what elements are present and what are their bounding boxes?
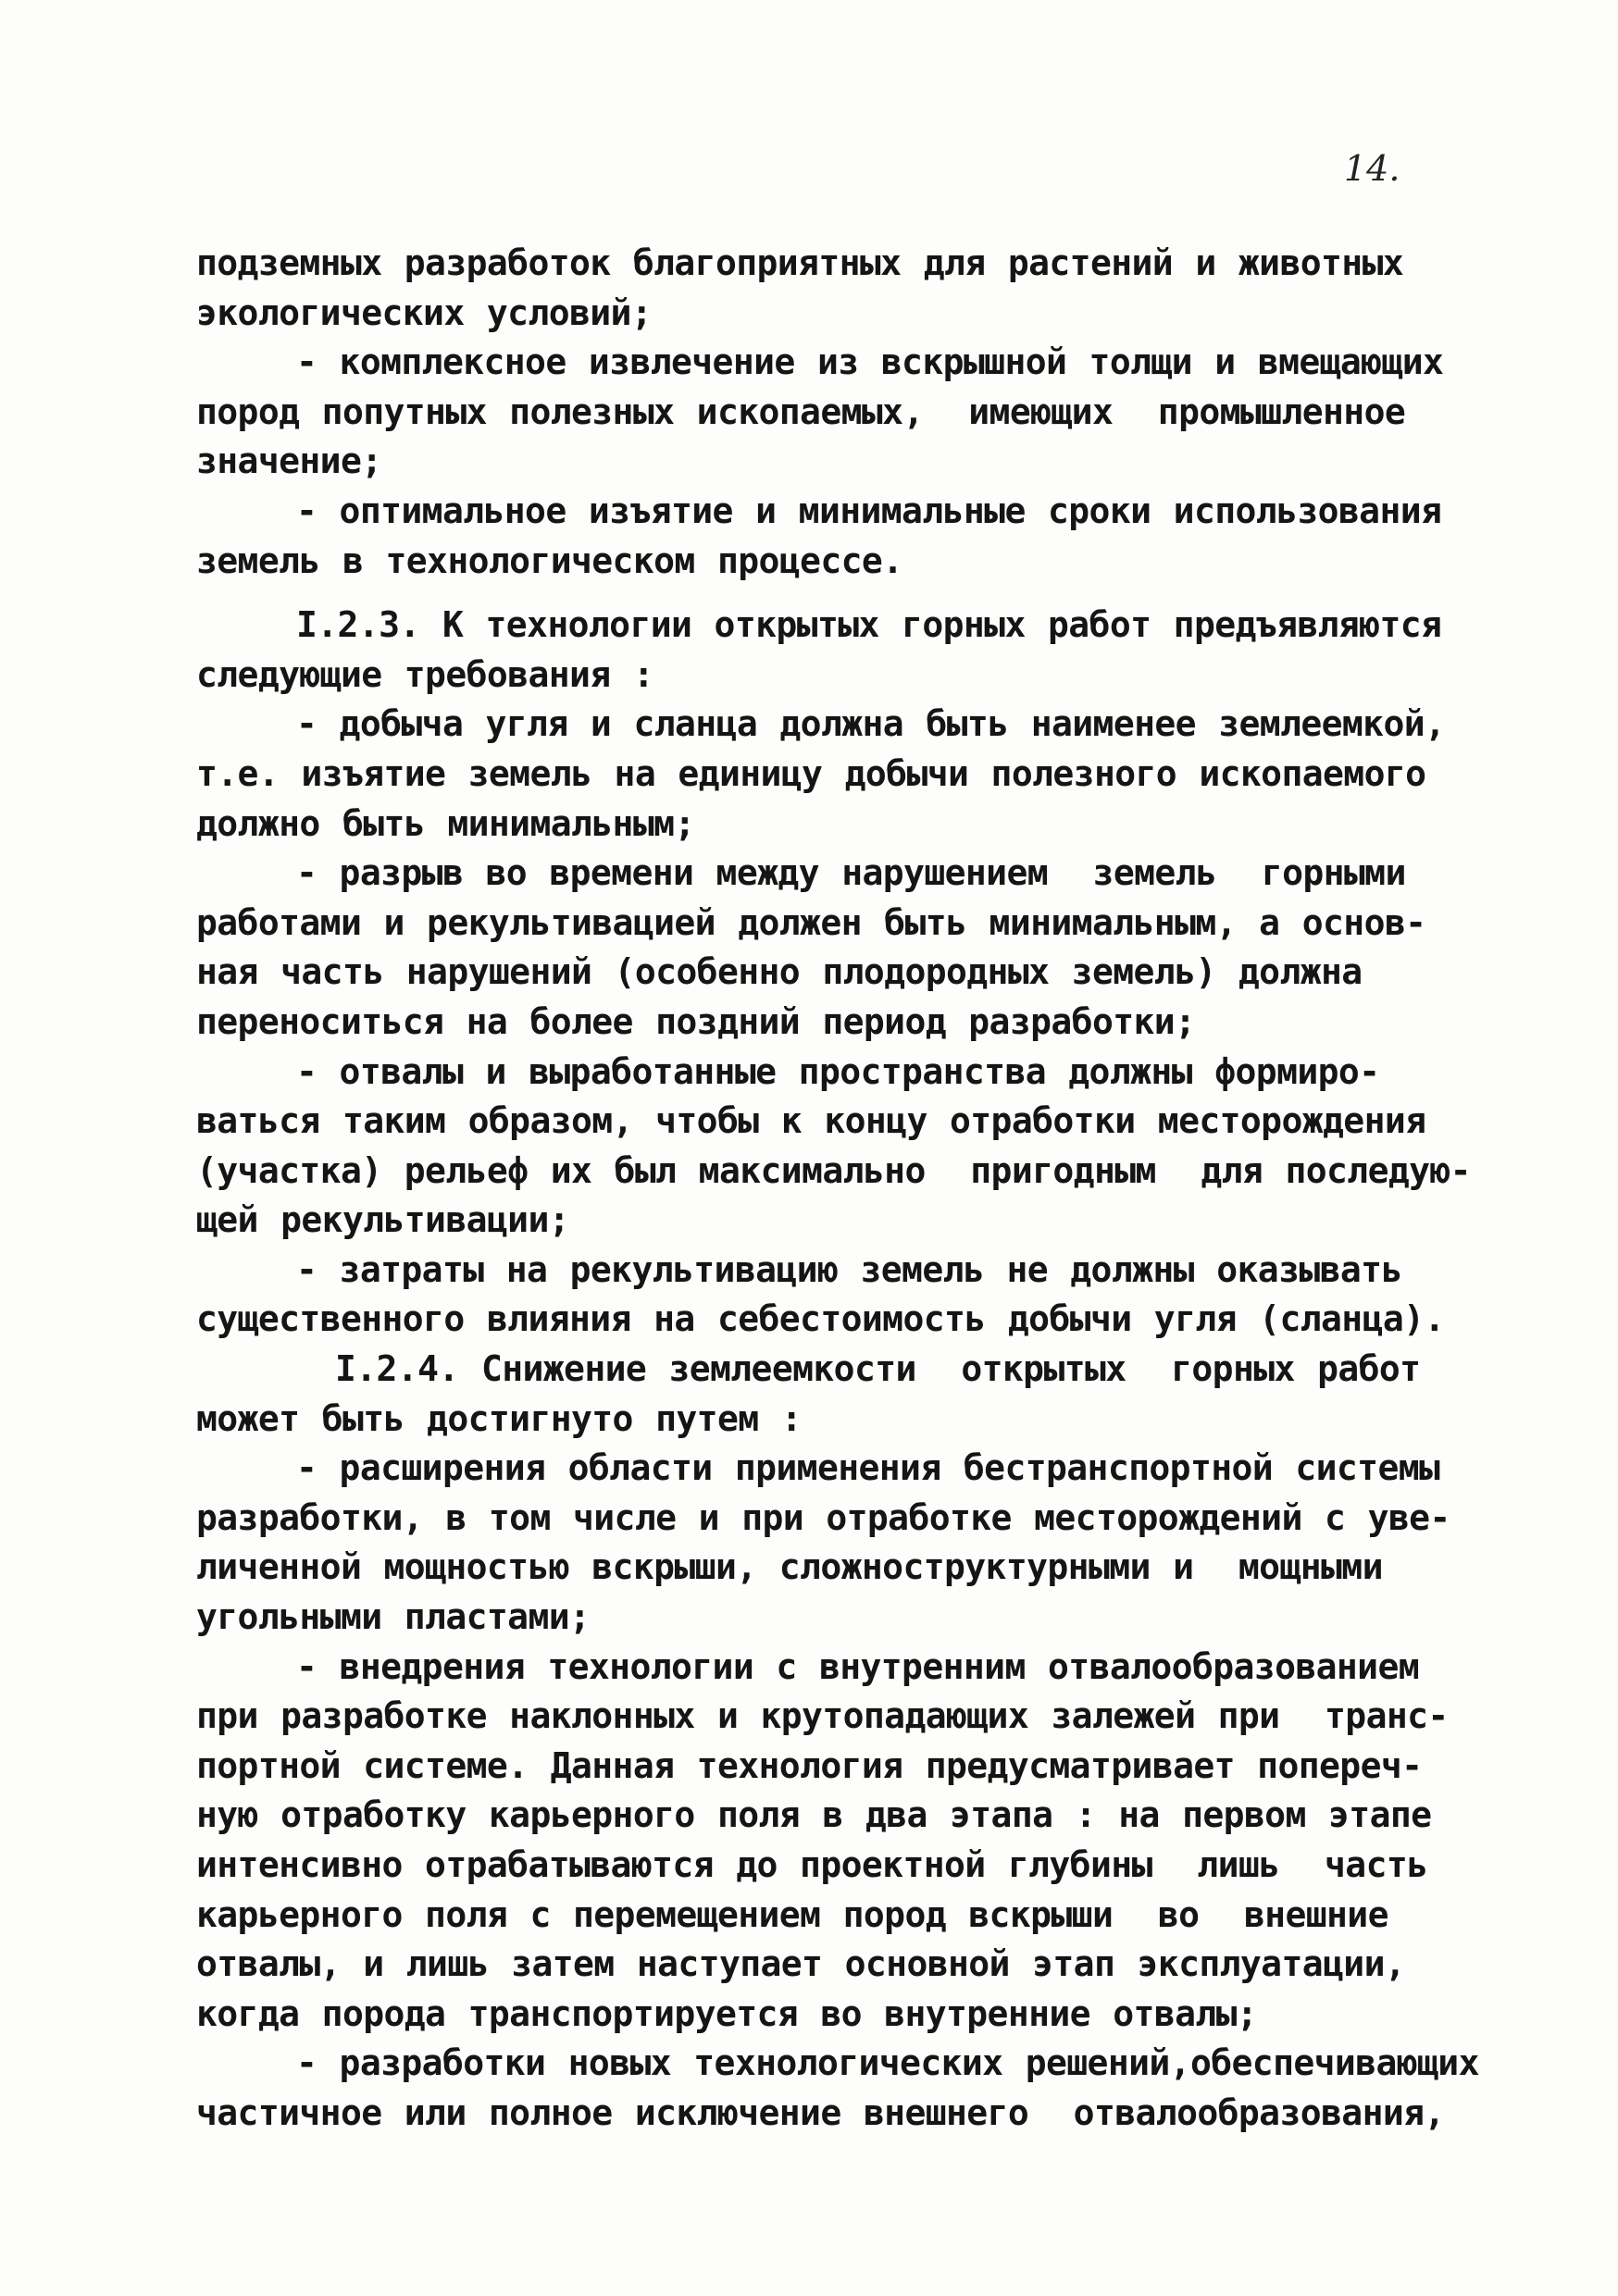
section-heading-line: I.2.3. К технологии открытых горных работ предъявляются <box>296 604 1442 646</box>
text-line: может быть достигнуто путем : <box>196 1397 803 1439</box>
text-line: пород попутных полезных ископаемых, имеющих промышленное <box>196 391 1406 432</box>
text-line: (участка) рельеф их был максимально пригодным для последую- <box>196 1149 1471 1191</box>
text-line: угольными пластами; <box>196 1596 591 1638</box>
text-line: переноситься на более поздний период разработки; <box>196 1000 1196 1042</box>
text-line: существенного влияния на себестоимость добычи угля (сланца). <box>196 1298 1445 1340</box>
text-line: при разработке наклонных и крутопадающих залежей при транс- <box>196 1695 1449 1737</box>
section-heading-line: I.2.4. Снижение землеемкости открытых горных работ <box>335 1348 1421 1390</box>
text-line: личенной мощностью вскрыши, сложноструктурными и мощными <box>196 1546 1383 1588</box>
text-line: - комплексное извлечение из вскрышной толщи и вмещающих <box>296 341 1444 383</box>
text-line: земель в технологическом процессе. <box>196 540 903 581</box>
text-line: частичное или полное исключение внешнего отвалообразования, <box>196 2091 1445 2133</box>
text-line: - внедрения технологии с внутренним отвалообразованием <box>296 1645 1420 1687</box>
text-line: экологических условий; <box>196 292 653 333</box>
text-line: работами и рекультивацией должен быть минимальным, а основ- <box>196 901 1426 943</box>
text-line: - разработки новых технологических решений,обеспечивающих <box>296 2042 1479 2084</box>
text-line: т.е. изъятие земель на единицу добычи полезного ископаемого <box>196 752 1426 794</box>
text-line: значение; <box>196 441 382 482</box>
text-line: щей рекультивации; <box>196 1199 570 1241</box>
page-number: 14. <box>1344 148 1400 189</box>
text-line: - оптимальное изъятие и минимальные сроки использования <box>296 490 1442 531</box>
text-line: портной системе. Данная технология предусматривает попереч- <box>196 1744 1423 1786</box>
text-line: - отвалы и выработанные пространства должны формиро- <box>296 1050 1380 1092</box>
text-line: ваться таким образом, чтобы к концу отработки месторождения <box>196 1100 1426 1142</box>
text-line: карьерного поля с перемещением пород вскрыши во внешние <box>196 1893 1388 1935</box>
text-line: ная часть нарушений (особенно плодородных земель) должна <box>196 951 1363 993</box>
text-line: - добыча угля и сланца должна быть наименее землеемкой, <box>296 703 1446 745</box>
text-line: подземных разработок благоприятных для растений и животных <box>196 242 1404 283</box>
text-line: - затраты на рекультивацию земель не должны оказывать <box>296 1248 1402 1290</box>
text-line: должно быть минимальным; <box>196 802 695 844</box>
text-line: следующие требования : <box>196 653 654 695</box>
text-line: разработки, в том числе и при отработке месторождений с уве- <box>196 1496 1450 1538</box>
text-line: - разрыв во времени между нарушением земель горными <box>296 852 1406 894</box>
text-line: когда порода транспортируется во внутренние отвалы; <box>196 1992 1258 2034</box>
text-line: ную отработку карьерного поля в два этапа : на первом этапе <box>196 1794 1432 1836</box>
text-line: интенсивно отрабатываются до проектной глубины лишь часть <box>196 1844 1428 1885</box>
body-text <box>196 239 1479 2139</box>
text-line: отвалы, и лишь затем наступает основной этап эксплуатации, <box>196 1943 1406 1985</box>
text-line: - расширения области применения бестранспортной системы <box>296 1447 1440 1489</box>
